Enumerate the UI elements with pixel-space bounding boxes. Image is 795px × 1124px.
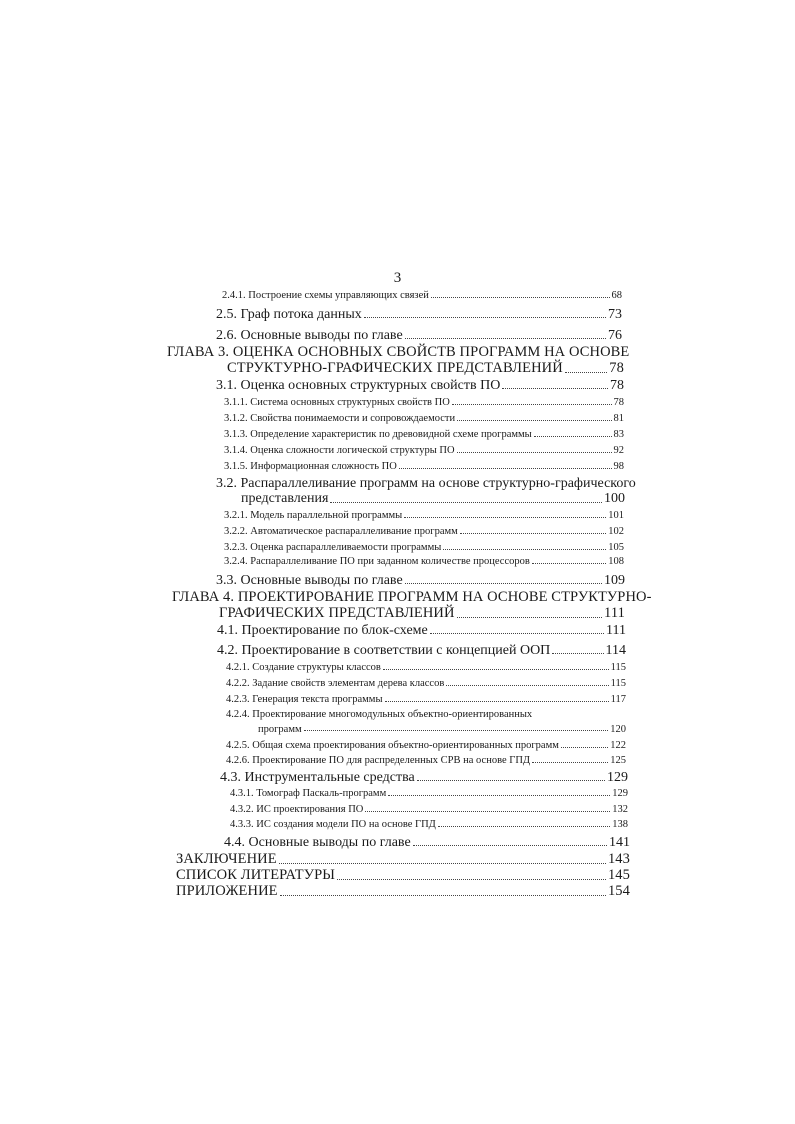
toc-entry-label: 3.1. Оценка основных структурных свойств ПО <box>216 378 501 393</box>
toc-entry-label: ГЛАВА 4. ПРОЕКТИРОВАНИЕ ПРОГРАММ НА ОСНОВЕ СТРУКТУРНО- <box>172 589 652 605</box>
toc-entry-page: 76 <box>608 328 622 343</box>
dot-leader <box>304 730 609 731</box>
toc-entry-chapter-3[interactable] <box>167 344 630 377</box>
toc-entry-label: 3.2.4. Распараллеливание ПО при заданном количестве процессоров <box>224 556 530 567</box>
toc-entry-4-3-3[interactable] <box>230 819 628 831</box>
toc-entry-label: 4.2.1. Создание структуры классов <box>226 662 381 673</box>
toc-entry-page: 101 <box>608 510 624 521</box>
toc-entry-4-4[interactable] <box>224 835 630 850</box>
dot-leader <box>431 297 610 298</box>
dot-leader <box>337 879 606 880</box>
toc-entry-page: 154 <box>607 883 630 899</box>
dot-leader <box>438 826 610 827</box>
toc-entry-appendix[interactable] <box>176 884 630 900</box>
toc-entry-page: 111 <box>604 604 625 621</box>
dot-leader <box>457 420 611 421</box>
toc-entry-label: 4.3.1. Томограф Паскаль-программ <box>230 788 387 799</box>
dot-leader <box>457 617 602 618</box>
toc-entry-label: 4.2.6. Проектирование ПО для распределенных СРВ на основе ГПД <box>226 755 531 766</box>
toc-entry-page: 109 <box>604 573 625 588</box>
toc-entry-label: 2.6. Основные выводы по главе <box>216 328 403 343</box>
toc-entry-4-2-2[interactable] <box>226 678 626 690</box>
toc-entry-conclusion[interactable] <box>176 852 630 868</box>
toc-entry-label: 4.2.4. Проектирование многомодульных объектно-ориентированных <box>226 709 533 720</box>
toc-entry-label: 4.2. Проектирование в соответствии с концепцией ООП <box>217 643 551 658</box>
dot-leader <box>552 653 603 654</box>
toc-entry-page: 141 <box>609 835 630 850</box>
dot-leader <box>364 317 606 318</box>
dot-leader <box>388 795 610 796</box>
toc-entry-label: 4.3.2. ИС проектирования ПО <box>230 804 364 815</box>
toc-entry-3-1-3[interactable] <box>224 429 624 441</box>
toc-entry-page: 78 <box>610 378 624 393</box>
dot-leader <box>534 436 612 437</box>
toc-entry-page: 117 <box>610 694 626 705</box>
toc-entry-page: 111 <box>606 623 626 638</box>
toc-entry-4-3[interactable] <box>220 770 628 785</box>
toc-entry-label: 2.4.1. Построение схемы управляющих связей <box>222 290 429 301</box>
dot-leader <box>452 404 612 405</box>
toc-entry-label: ЗАКЛЮЧЕНИЕ <box>176 851 277 867</box>
toc-entry-label: 3.2.3. Оценка распараллеливаемости программы <box>224 542 442 553</box>
toc-entry-page: 102 <box>608 526 624 537</box>
toc-entry-page: 105 <box>608 542 624 553</box>
toc-entry-page: 83 <box>613 429 624 440</box>
toc-entry-page: 129 <box>612 788 628 799</box>
toc-entry-4-3-2[interactable] <box>230 804 628 816</box>
toc-entry-label: 3.3. Основные выводы по главе <box>216 573 403 588</box>
dot-leader <box>279 863 606 864</box>
toc-entry-label: 3.1.2. Свойства понимаемости и сопровождаемости <box>224 413 456 424</box>
toc-entry-references[interactable] <box>176 868 630 884</box>
dot-leader <box>417 780 605 781</box>
toc-entry-label: ПРИЛОЖЕНИЕ <box>176 883 278 899</box>
dot-leader <box>383 669 609 670</box>
dot-leader <box>457 452 612 453</box>
toc-entry-4-2-4[interactable] <box>226 709 626 735</box>
toc-entry-page: 92 <box>613 445 624 456</box>
toc-entry-page: 78 <box>613 397 624 408</box>
toc-entry-3-3[interactable] <box>216 573 625 588</box>
toc-entry-page: 78 <box>609 359 624 376</box>
toc-entry-4-2-6[interactable] <box>226 755 626 767</box>
toc-entry-3-2-3[interactable] <box>224 542 624 554</box>
dot-leader <box>532 762 608 763</box>
toc-entry-page: 108 <box>608 556 624 567</box>
toc-entry-label: 4.2.2. Задание свойств элементам дерева классов <box>226 678 445 689</box>
dot-leader <box>430 633 604 634</box>
toc-entry-2-5[interactable] <box>216 307 622 322</box>
dot-leader <box>405 338 606 339</box>
toc-entry-label: 3.2.1. Модель параллельной программы <box>224 510 403 521</box>
dot-leader <box>460 533 606 534</box>
dot-leader <box>565 372 608 373</box>
toc-entry-page: 120 <box>610 723 626 735</box>
toc-entry-label-cont: программ <box>258 723 302 735</box>
toc-entry-3-2-1[interactable] <box>224 510 624 522</box>
toc-entry-label-cont: ГРАФИЧЕСКИХ ПРЕДСТАВЛЕНИЙ <box>219 604 455 621</box>
toc-entry-label: 4.2.3. Генерация текста программы <box>226 694 383 705</box>
toc-entry-label-cont: представления <box>241 491 329 507</box>
toc-entry-3-2-2[interactable] <box>224 526 624 538</box>
dot-leader <box>404 517 606 518</box>
toc-entry-3-1[interactable] <box>216 378 624 393</box>
dot-leader <box>405 583 602 584</box>
toc-entry-page: 129 <box>607 770 628 785</box>
dot-leader <box>502 388 608 389</box>
dot-leader <box>532 563 606 564</box>
toc-entry-3-1-2[interactable] <box>224 413 624 425</box>
toc-entry-page: 81 <box>613 413 624 424</box>
toc-entry-page: 143 <box>607 851 630 867</box>
toc-entry-label: 4.3.3. ИС создания модели ПО на основе ГПД <box>230 819 436 830</box>
toc-entry-label: СПИСОК ЛИТЕРАТУРЫ <box>176 867 336 883</box>
toc-entry-4-2[interactable] <box>217 643 626 658</box>
toc-entry-page: 114 <box>605 643 626 658</box>
toc-entry-label: 3.1.5. Информационная сложность ПО <box>224 461 397 472</box>
dot-leader <box>446 685 608 686</box>
toc-entry-label: 3.1.3. Определение характеристик по древовидной схеме программы <box>224 429 532 440</box>
toc-entry-page: 138 <box>612 819 628 830</box>
toc-entry-chapter-4[interactable] <box>172 589 652 622</box>
toc-entry-page: 115 <box>610 678 626 689</box>
toc-entry-page: 73 <box>608 307 622 322</box>
toc-entry-4-1[interactable] <box>217 623 626 638</box>
toc-entry-label: 4.1. Проектирование по блок-схеме <box>217 623 428 638</box>
dot-leader <box>385 701 609 702</box>
toc-entry-4-2-3[interactable] <box>226 694 626 706</box>
toc-entry-page: 125 <box>610 755 626 766</box>
toc-entry-label: 4.3. Инструментальные средства <box>220 770 415 785</box>
dot-leader <box>561 747 608 748</box>
toc-entry-4-2-5[interactable] <box>226 740 626 752</box>
toc-entry-page: 145 <box>607 867 630 883</box>
dot-leader <box>443 549 606 550</box>
dot-leader <box>413 845 607 846</box>
toc-entry-page: 100 <box>604 491 625 507</box>
toc-entry-3-1-4[interactable] <box>224 445 624 457</box>
toc-entry-3-1-5[interactable] <box>224 461 624 473</box>
toc-entry-label-cont: СТРУКТУРНО-ГРАФИЧЕСКИХ ПРЕДСТАВЛЕНИЙ <box>227 359 563 376</box>
dot-leader <box>330 502 602 503</box>
toc-entry-page: 98 <box>613 461 624 472</box>
toc-entry-2-6[interactable] <box>216 328 622 343</box>
toc-entry-page: 68 <box>611 290 622 301</box>
dot-leader <box>280 895 606 896</box>
toc-entry-3-1-1[interactable] <box>224 397 624 409</box>
toc-entry-label: ГЛАВА 3. ОЦЕНКА ОСНОВНЫХ СВОЙСТВ ПРОГРАММ НА ОСНОВЕ <box>167 344 630 360</box>
toc-entry-label: 4.4. Основные выводы по главе <box>224 835 411 850</box>
toc-entry-page: 122 <box>610 740 626 751</box>
toc-entry-3-2-4[interactable] <box>224 556 624 568</box>
toc-entry-label: 3.1.4. Оценка сложности логической структуры ПО <box>224 445 455 456</box>
toc-entry-label: 2.5. Граф потока данных <box>216 307 362 322</box>
page-number: 3 <box>393 270 402 286</box>
toc-entry-2-4-1[interactable] <box>222 290 622 302</box>
toc-entry-4-2-1[interactable] <box>226 662 626 674</box>
toc-entry-page: 115 <box>610 662 626 673</box>
toc-entry-label: 3.1.1. Система основных структурных свойств ПО <box>224 397 450 408</box>
dot-leader <box>399 468 612 469</box>
toc-entry-3-2[interactable] <box>216 476 636 507</box>
dot-leader <box>365 811 610 812</box>
toc-entry-label: 4.2.5. Общая схема проектирования объектно-ориентированных программ <box>226 740 559 751</box>
toc-entry-label: 3.2.2. Автоматическое распараллеливание программ <box>224 526 458 537</box>
toc-entry-label: 3.2. Распараллеливание программ на основе структурно-графического <box>216 476 636 491</box>
toc-entry-4-3-1[interactable] <box>230 788 628 800</box>
toc-entry-page: 132 <box>612 804 628 815</box>
